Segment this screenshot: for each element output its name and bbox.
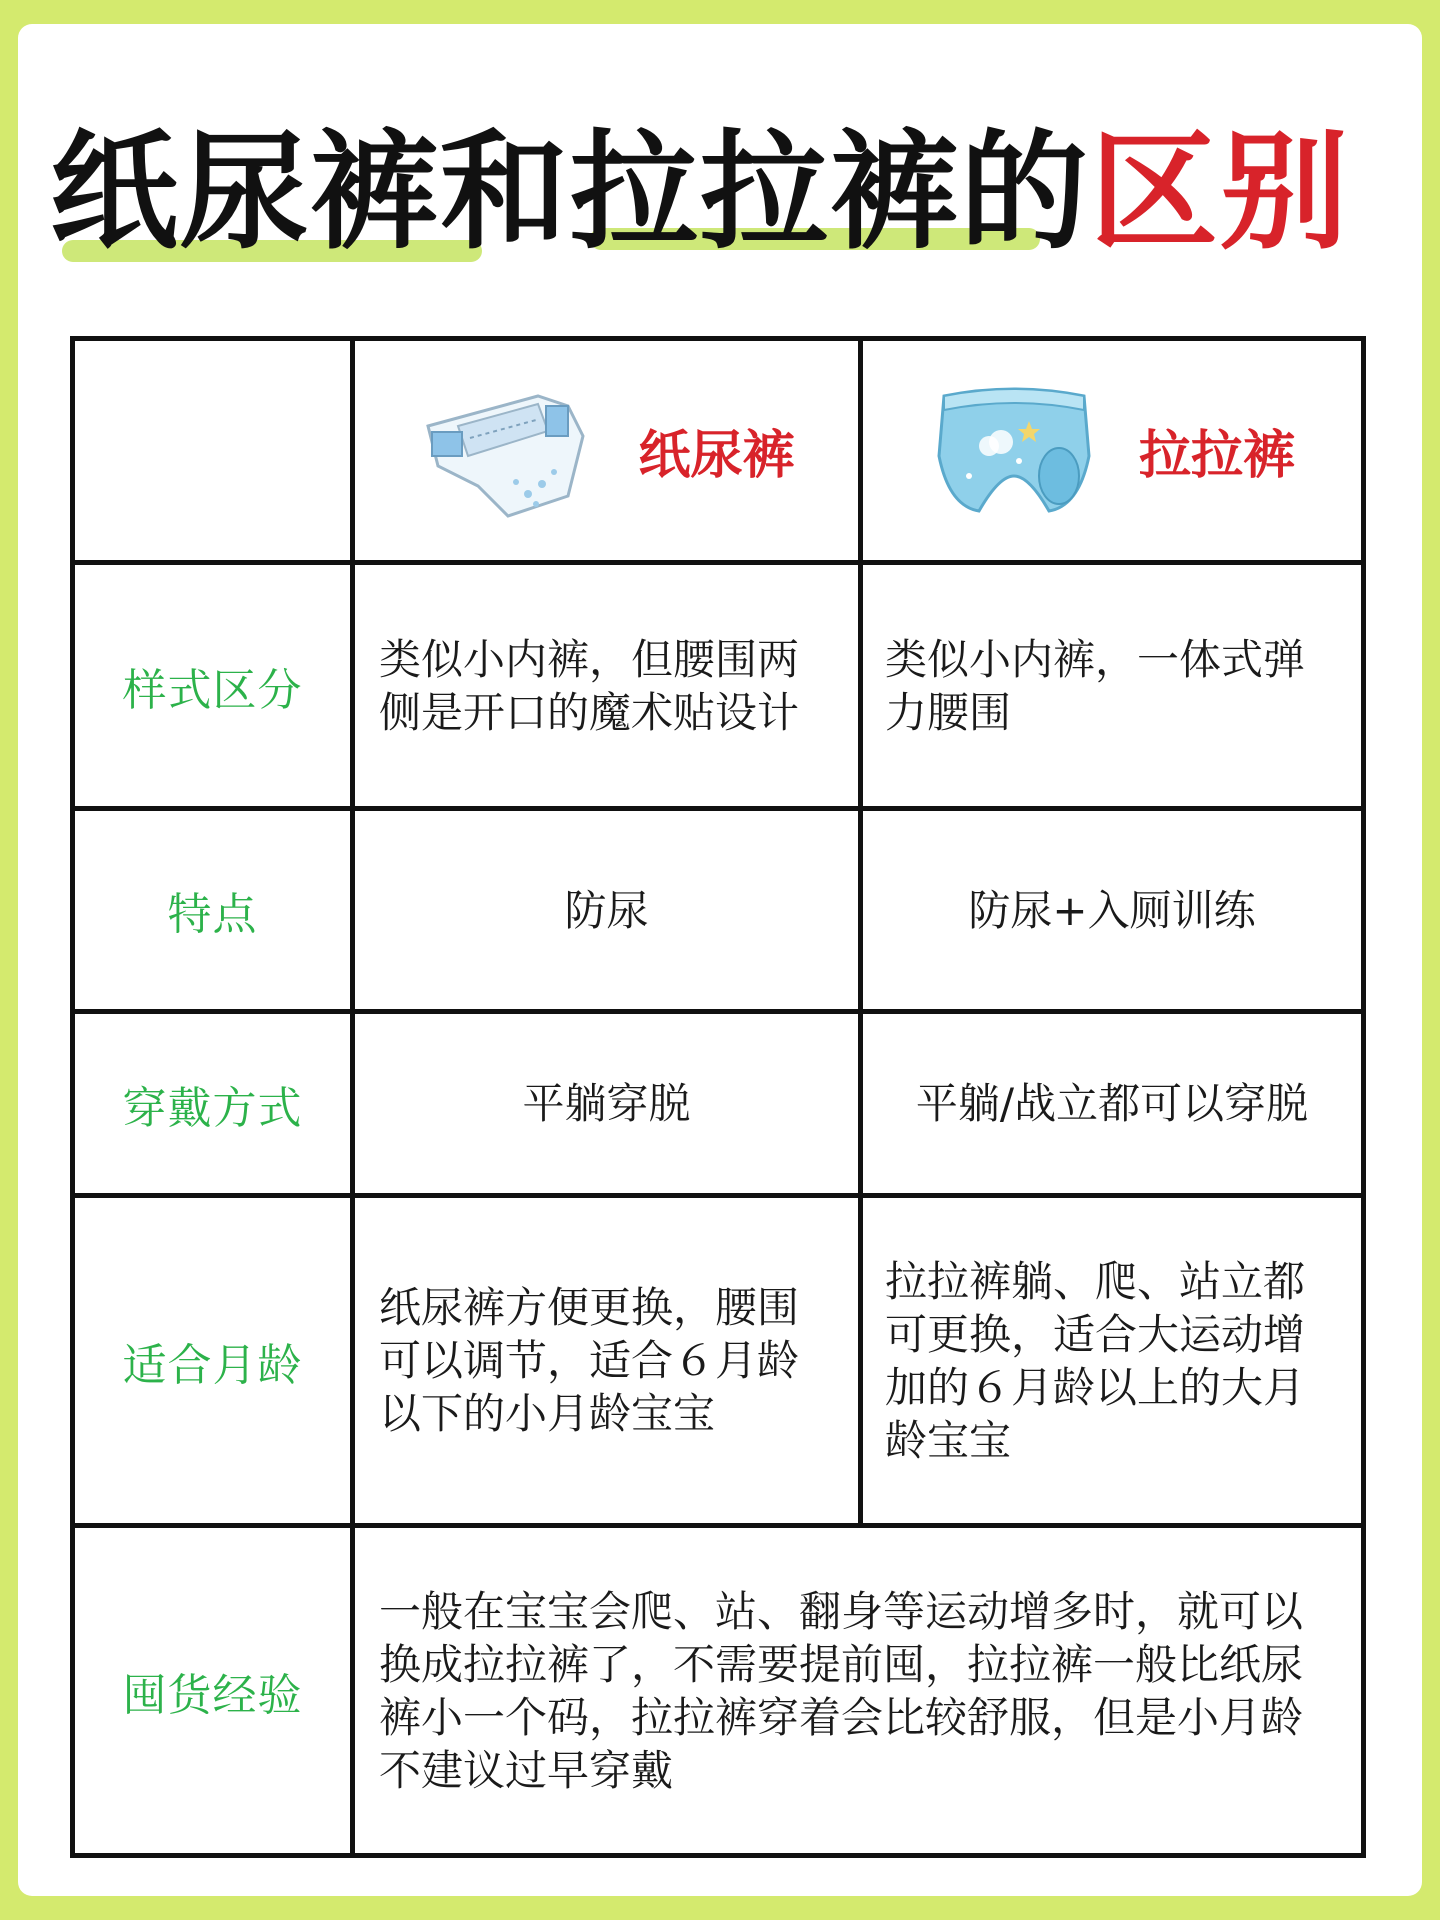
table-row: [75, 1198, 1361, 1528]
table-row: [75, 565, 1361, 811]
pullup-value: 类似小内裤，一体式弹力腰围: [885, 634, 1306, 737]
corner-cell: [75, 341, 355, 560]
stock-advice-text: 一般在宝宝会爬、站、翻身等运动增多时，就可以换成拉拉裤了，不需要提前囤，拉拉裤一般比纸尿裤小一个码，拉拉裤穿着会比较舒服，但是小月龄不建议过早穿戴: [379, 1586, 1304, 1795]
row-label: 穿戴方式: [122, 1082, 303, 1134]
pullup-value: 拉拉裤躺、爬、站立都可更换，适合大运动增加的６月龄以上的大月龄宝宝: [885, 1256, 1306, 1465]
diaper-value: 纸尿裤方便更换，腰围可以调节，适合６月龄以下的小月龄宝宝: [379, 1283, 800, 1438]
title-main: 纸尿裤和拉拉裤的: [50, 118, 1091, 267]
pull-up-pants-icon: [929, 376, 1099, 526]
pullup-value: 平躺/战立都可以穿脱: [915, 1079, 1309, 1128]
header-cell-pullup: [863, 341, 1361, 560]
title-highlight: 区别: [1090, 118, 1351, 267]
header-cell-diaper: [355, 341, 863, 560]
row-label: 样式区分: [122, 664, 303, 716]
diaper-value: 平躺穿脱: [522, 1079, 691, 1128]
column-title-pullup: 拉拉裤: [1138, 426, 1295, 486]
table-row: [75, 1528, 1361, 1853]
table-header-row: [75, 341, 1361, 565]
title-area: [50, 90, 1390, 290]
row-label: 适合月龄: [122, 1339, 303, 1391]
comparison-table: [70, 336, 1366, 1858]
diaper-value: 防尿: [564, 885, 649, 935]
column-title-diaper: 纸尿裤: [638, 426, 795, 486]
table-row: [75, 811, 1361, 1014]
row-label: 囤货经验: [122, 1669, 303, 1721]
diaper-icon: [418, 376, 598, 526]
page-title: [50, 118, 1390, 268]
pullup-value: 防尿+入厕训练: [968, 885, 1256, 935]
diaper-value: 类似小内裤，但腰围两侧是开口的魔术贴设计: [379, 634, 800, 737]
row-label: 特点: [167, 889, 258, 940]
table-row: [75, 1014, 1361, 1198]
